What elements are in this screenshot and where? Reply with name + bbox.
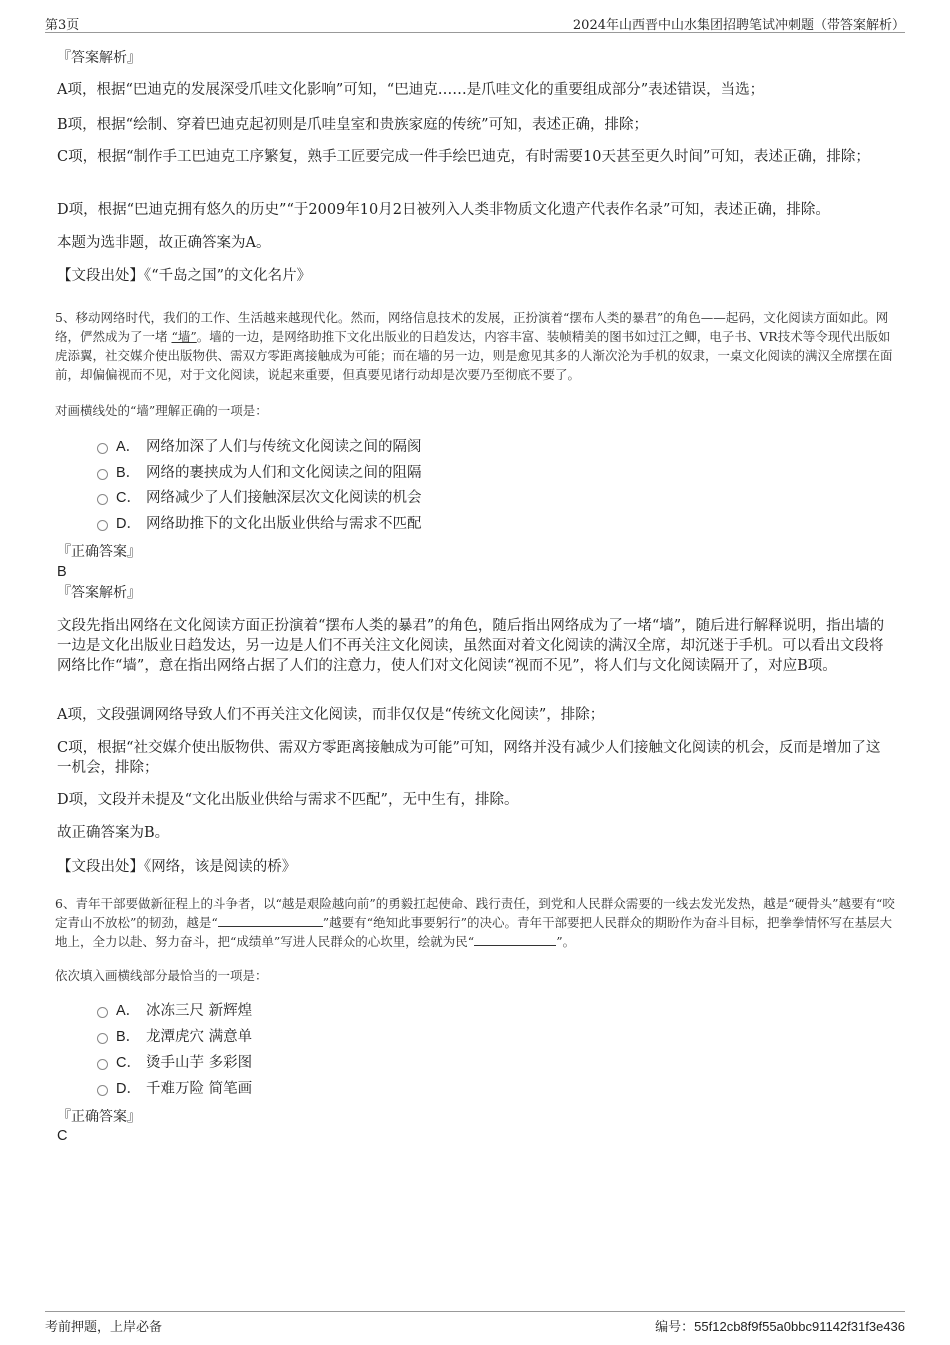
radio-button[interactable] xyxy=(97,1059,108,1070)
q5-answer-label: 『正确答案』 xyxy=(57,544,141,560)
page-footer xyxy=(45,1311,905,1336)
q5-analysis-d: D项，文段并未提及“文化出版业供给与需求不匹配”，无中生有，排除。 xyxy=(57,792,519,808)
radio-button[interactable] xyxy=(97,1085,108,1096)
q5-analysis: 文段先指出网络在文化阅读方面正扮演着“摆布人类的暴君”的角色，随后指出网络成为了一堵“墙”，随后进行解释说明，指出墙的一边是文化出版业日趋发达，另一边是人们不再关注文化阅读，虽然面对着文化阅读的满汉全席，却沉迷于手机。可以看出文段将网络比作“墙”，意在指出网络占据了人们的注意力，使人们对文化阅读“视而不见”，将人们与文化阅读隔开了，对应B项。 xyxy=(57,618,885,674)
q6-option-c[interactable]: C． 烫手山芋 多彩图 xyxy=(97,1053,252,1073)
radio-button[interactable] xyxy=(97,494,108,505)
q6-passage: 6、青年干部要做新征程上的斗争者，以“越是艰险越向前”的勇毅扛起使命、践行责任，到党和人民群众需要的一线去发光发热，越是“硬骨头”越要有“咬定青山不放松”的韧劲，越是“ ”越要有“绝知此事要躬行”的决心。青年干部要把人民群众的期盼作为奋斗目标，把拳拳情怀写在基层大地上，全力以赴、努力奋斗，把“成绩单”写进人民群众的心坎里，绘就为民“ ”。 xyxy=(55,896,895,949)
q5-option-c[interactable]: C． 网络减少了人们接触深层次文化阅读的机会 xyxy=(97,488,422,508)
page-header xyxy=(45,12,905,33)
radio-button[interactable] xyxy=(97,469,108,480)
fill-blank-1 xyxy=(218,914,323,927)
q5-question: 对画横线处的“墙”理解正确的一项是： xyxy=(55,403,268,418)
q6-answer: C xyxy=(57,1128,68,1144)
q6-question: 依次填入画横线部分最恰当的一项是： xyxy=(55,968,268,983)
radio-button[interactable] xyxy=(97,443,108,454)
q5-option-d[interactable]: D． 网络助推下的文化出版业供给与需求不匹配 xyxy=(97,514,422,534)
q6-answer-label: 『正确答案』 xyxy=(57,1109,141,1125)
radio-button[interactable] xyxy=(97,520,108,531)
q5-analysis-a: A项，文段强调网络导致人们不再关注文化阅读，而非仅仅是“传统文化阅读”，排除； xyxy=(57,707,605,723)
q5-answer: B xyxy=(57,564,67,580)
q5-conclusion: 故正确答案为B。 xyxy=(57,825,170,841)
document-id: 编号：55f12cb8f9f55a0bbc91142f31f3e436 xyxy=(655,1319,905,1335)
q5-passage: 5、移动网络时代，我们的工作、生活越来越现代化。然而，网络信息技术的发展，正扮演着“摆布人类的暴君”的角色——起码，文化阅读方面如此。网络，俨然成为了一堵 “墙”。墙的一边，是网络助推下文化出版业的日趋发达，内容丰富、装帧精美的图书如过江之鲫，电子书、VR技术等令现代出版如虎添翼，社交媒介使出版物供、需双方零距离接触成为可能；而在墙的另一边，则是愈见其多的人渐次沦为手机的奴隶，一桌文化阅读的满汉全席摆在面前，却偏偏视而不见，对于文化阅读，说起来重要，但真要见诸行动却是次要乃至彻底不要了。 xyxy=(55,310,893,382)
q5-option-b[interactable]: B． 网络的裹挟成为人们和文化阅读之间的阻隔 xyxy=(97,463,422,483)
q4-analysis-c: C项，根据“制作手工巴迪克工序繁复，熟手工匠要完成一件手绘巴迪克，有时需要10天甚至更久时间”可知，表述正确，排除； xyxy=(57,149,870,165)
q6-option-b[interactable]: B． 龙潭虎穴 满意单 xyxy=(97,1027,252,1047)
q5-source: 【文段出处】《网络，该是阅读的桥》 xyxy=(57,859,297,875)
q5-analysis-label: 『答案解析』 xyxy=(57,585,141,601)
q4-analysis-label: 『答案解析』 xyxy=(57,50,141,66)
q4-analysis-d: D项，根据“巴迪克拥有悠久的历史”“于2009年10月2日被列入人类非物质文化遗产代表作名录”可知，表述正确，排除。 xyxy=(57,202,830,218)
q5-analysis-c: C项，根据“社交媒介使出版物供、需双方零距离接触成为可能”可知，网络并没有减少人们接触文化阅读的机会，反而是增加了这一机会，排除； xyxy=(57,740,881,776)
fill-blank-2 xyxy=(474,933,556,946)
q4-conclusion: 本题为选非题，故正确答案为A。 xyxy=(57,235,271,251)
q6-option-d[interactable]: D． 千难万险 简笔画 xyxy=(97,1079,252,1099)
q4-analysis-b: B项，根据“绘制、穿着巴迪克起初则是爪哇皇室和贵族家庭的传统”可知，表述正确，排除； xyxy=(57,117,648,133)
q5-underlined-word: “墙” xyxy=(171,329,197,344)
radio-button[interactable] xyxy=(97,1033,108,1044)
footer-slogan: 考前押题，上岸必备 xyxy=(45,1320,163,1335)
q5-option-a[interactable]: A． 网络加深了人们与传统文化阅读之间的隔阂 xyxy=(97,437,422,457)
radio-button[interactable] xyxy=(97,1007,108,1018)
document-title: 2024年山西晋中山水集团招聘笔试冲刺题（带答案解析） xyxy=(572,18,905,33)
q4-analysis-a: A项，根据“巴迪克的发展深受爪哇文化影响”可知，“巴迪克……是爪哇文化的重要组成部分”表述错误，当选； xyxy=(57,82,765,98)
q4-source: 【文段出处】《“千岛之国”的文化名片》 xyxy=(57,268,312,284)
q6-option-a[interactable]: A． 冰冻三尺 新辉煌 xyxy=(97,1001,252,1021)
page-number: 第3页 xyxy=(45,18,80,33)
